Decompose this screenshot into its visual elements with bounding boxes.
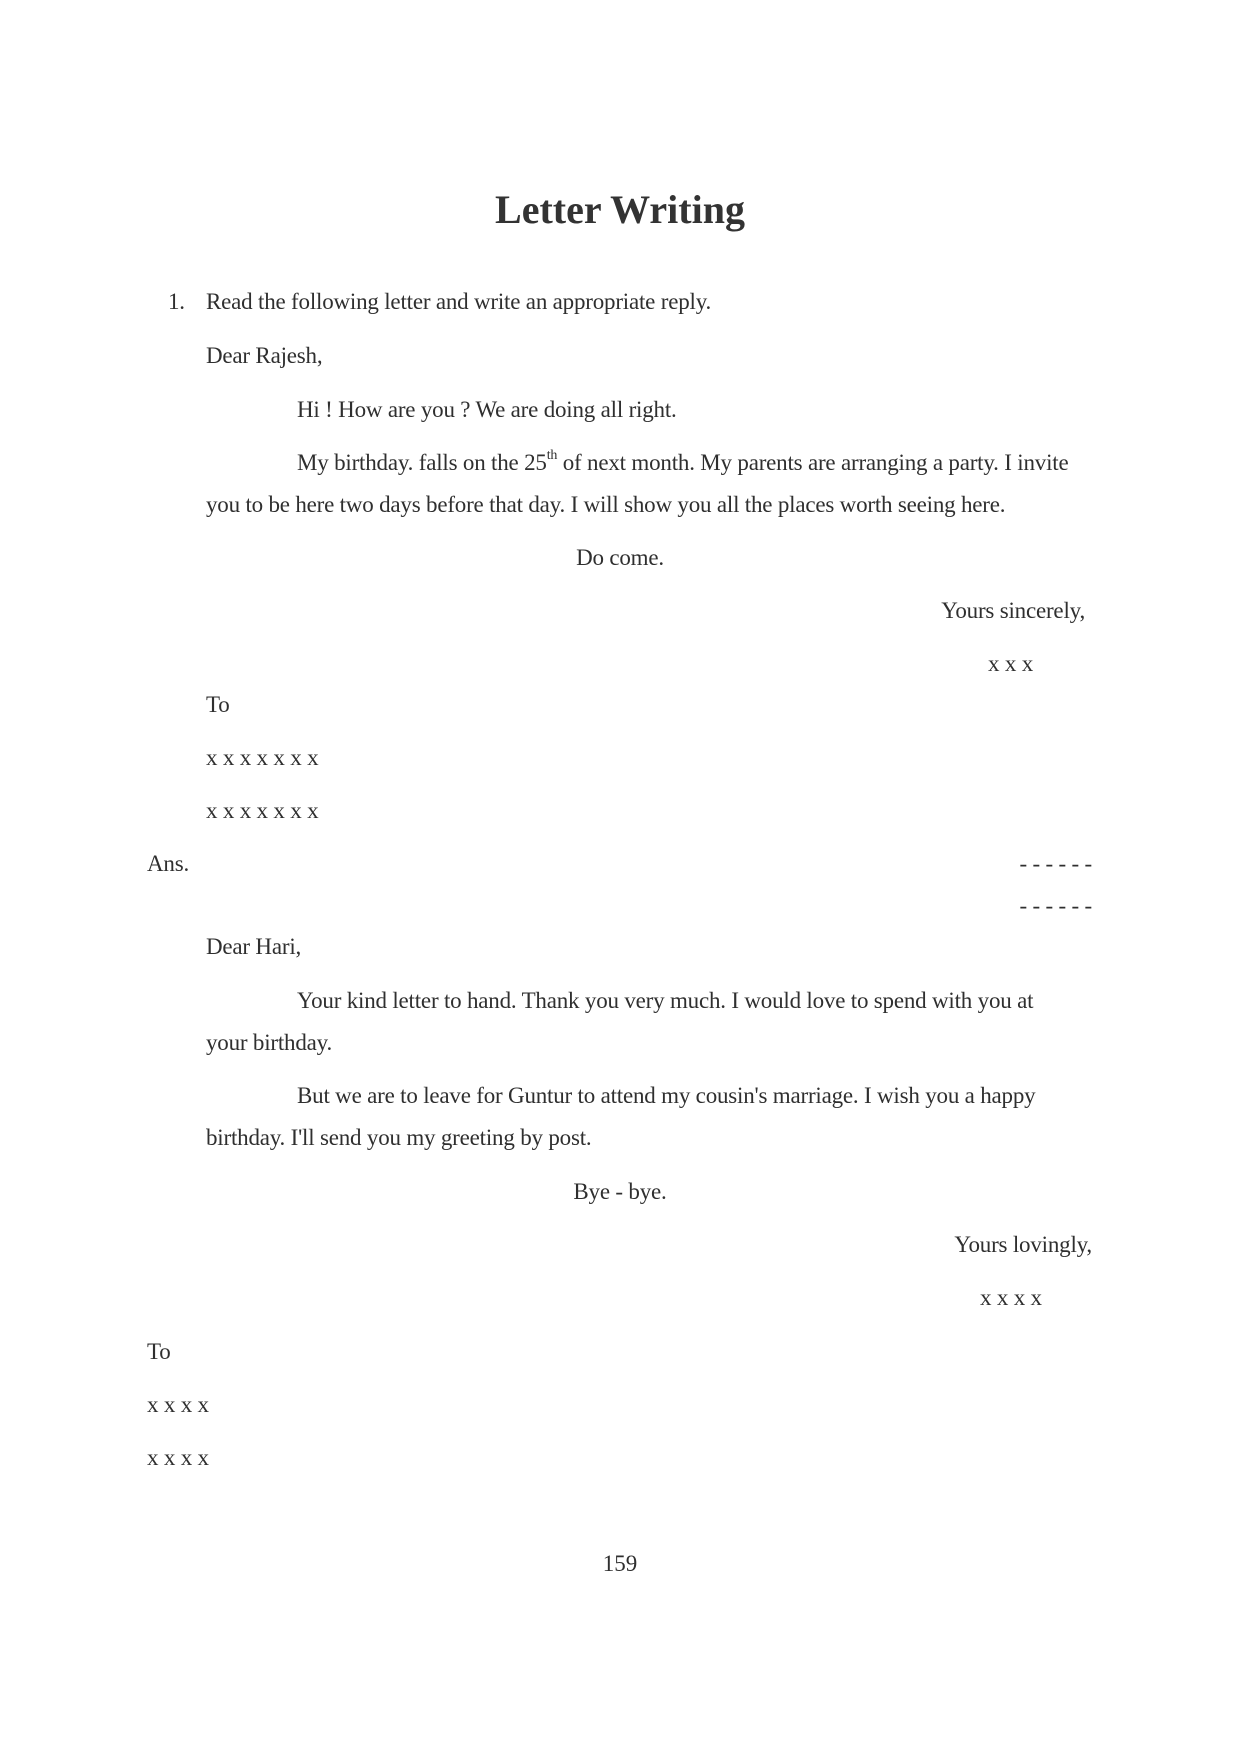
letter-para2-line1: My birthday. falls on the 25th of next month. My parents are arranging a party. I invite — [297, 448, 1069, 475]
letter-address-line1: x x x x x x x — [206, 745, 319, 770]
answer-closing-line: Bye - bye. — [573, 1179, 667, 1204]
answer-address-right-line2: - - - - - - — [1019, 893, 1092, 918]
answer-salutation: Dear Hari, — [206, 934, 302, 959]
question-text: Read the following letter and write an appropriate reply. — [206, 289, 712, 314]
answer-address-line1: x x x x — [147, 1392, 209, 1417]
answer-to-label: To — [147, 1339, 171, 1364]
page-number: 159 — [602, 1551, 638, 1576]
answer-para2-line1: But we are to leave for Guntur to attend my cousin's marriage. I wish you a happy — [297, 1083, 1036, 1108]
letter-closing-line: Do come. — [576, 545, 664, 570]
letter-para2-line2: you to be here two days before that day. I will show you all the places worth seeing here. — [206, 492, 1006, 517]
letter-signature: x x x — [988, 651, 1034, 676]
question-number: 1. — [168, 289, 185, 314]
answer-para2-line2: birthday. I'll send you my greeting by post. — [206, 1125, 592, 1150]
answer-para1-line1: Your kind letter to hand. Thank you very much. I would love to spend with you at — [297, 988, 1034, 1013]
page-title: Letter Writing — [495, 187, 745, 232]
answer-address-line2: x x x x — [147, 1445, 209, 1470]
letter-salutation: Dear Rajesh, — [206, 343, 323, 368]
letter-address-line2: x x x x x x x — [206, 798, 319, 823]
answer-sign-off: Yours lovingly, — [954, 1232, 1092, 1257]
answer-label: Ans. — [147, 851, 190, 876]
ordinal-suffix: th — [546, 448, 558, 464]
answer-signature: x x x x — [980, 1285, 1042, 1310]
letter-para1: Hi ! How are you ? We are doing all right. — [297, 397, 677, 422]
letter-sign-off: Yours sincerely, — [941, 598, 1085, 623]
letter-to-label: To — [206, 692, 230, 717]
answer-para1-line2: your birthday. — [206, 1030, 333, 1055]
answer-address-right-line1: - - - - - - — [1019, 851, 1092, 876]
